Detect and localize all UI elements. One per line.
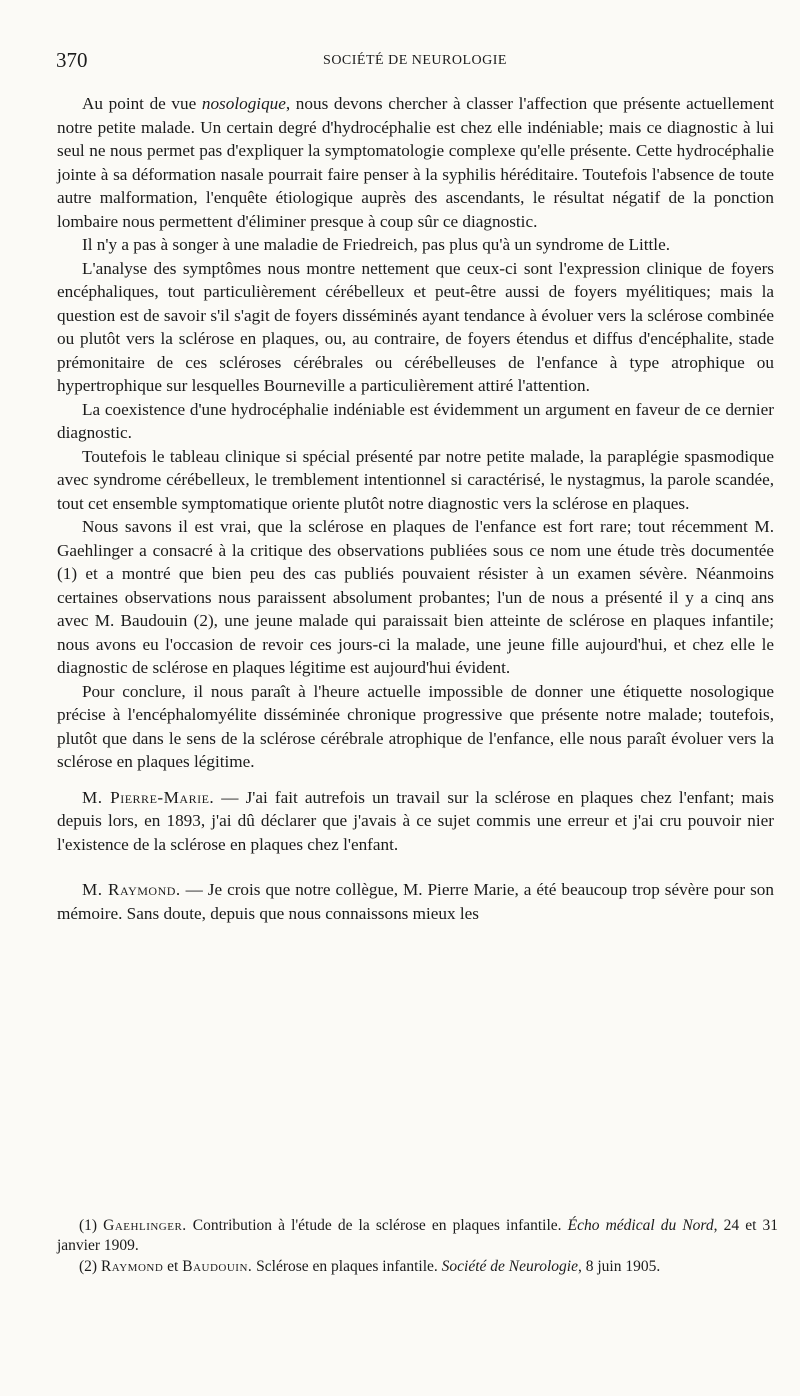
footnotes [57,1216,778,1279]
paragraph-2: Il n'y a pas à songer à une maladie de Friedreich, pas plus qu'à un syndrome de Little. [82,235,671,254]
speaker-name: M. Raymond. [82,880,181,899]
running-head: SOCIÉTÉ DE NEUROLOGIE [323,53,507,68]
footnote-1: (1) Gaehlinger. Contribution à l'étude de la sclérose en plaques infantile. Écho médical du Nord, 24 et 31 janvier 1909. [57,1217,778,1254]
page-header [56,48,774,72]
paragraph-7: Pour conclure, il nous paraît à l'heure actuelle impossible de donner une étiquette nosologique précise à l'encéphalomyélite disséminée chronique progressive que présente notre malade; toutefois, plutôt que dans le sens de la sclérose cérébrale atrophique de l'enfance, elle nous paraît évoluer vers la sclérose en plaques légitime. [57,681,774,771]
paragraph-5: Toutefois le tableau clinique si spécial présenté par notre petite malade, la paraplégie spasmodique avec syndrome cérébelleux, le tremblement intentionnel si caractérisé, le nystagmus, la parole scandée, tout cet ensemble symptomatique oriente plutôt notre diagnostic vers la sclérose en plaques. [57,446,774,513]
paragraph-1: Au point de vue nosologique, nous devons chercher à classer l'affection que présente actuellement notre petite malade. Un certain degré d'hydrocéphalie est chez elle indéniable; mais ce diagnostic à lui seul ne nous permet pas d'expliquer la symptomatologie complexe qu'elle présente. Cette hydrocéphalie jointe à sa déformation nasale pourrait faire penser à la syphilis héréditaire. Toutefois l'absence de toute autre malformation, l'enquête étiologique auprès des ascendants, le résultat négatif de la ponction lombaire nous permettent d'éliminer presque à coup sûr ce diagnostic. [57,94,774,231]
paragraph-4: La coexistence d'une hydrocéphalie indéniable est évidemment un argument en faveur de ce dernier diagnostic. [57,399,774,442]
emphasis-nosologique: nosologique [201,94,286,113]
body-text [57,92,774,925]
speaker-name: M. Pierre-Marie. [82,787,215,807]
paragraph-3: L'analyse des symptômes nous montre nettement que ceux-ci sont l'expression clinique de foyers encéphaliques, tout particulièrement cérébelleux et peut-être aussi de foyers myélitiques; mais la question est de savoir s'il s'agit de foyers disséminés ayant tendance à évoluer vers la sclérose combinée ou plutôt vers la sclérose en plaques, ou, au contraire, de foyers étendus et diffus d'encéphalite, stade prémonitaire de ces scléroses cérébrales ou cérébelleuses de l'enfance à type atrophique ou hypertrophique sur lesquelles Bourneville a particulièrement attiré l'attention. [57,258,774,395]
page-number: 370 [56,48,88,72]
paragraph-pierre-marie: M. Pierre-Marie. — J'ai fait autrefois un travail sur la sclérose en plaques chez l'enfant; mais depuis lors, en 1893, j'ai dû déclarer que j'avais à ce sujet commis une erreur et j'ai cru pouvoir nier l'existence de la sclérose en plaques chez l'enfant. [57,787,774,854]
footnote-2: (2) Raymond et Baudouin. Sclérose en plaques infantile. Société de Neurologie, 8 juin 1905. [79,1258,661,1275]
paragraph-raymond: M. Raymond. — Je crois que notre collègue, M. Pierre Marie, a été beaucoup trop sévère pour son mémoire. Sans doute, depuis que nous connaissons mieux les [57,880,774,923]
paragraph-6: Nous savons il est vrai, que la sclérose en plaques de l'enfance est fort rare; tout récemment M. Gaehlinger a consacré à la critique des observations publiées sous ce nom une étude très documentée (1) et a montré que bien peu des cas publiés pouvaient résister à un examen sévère. Néanmoins certaines observations nous paraissent absolument probantes; l'un de nous a présenté il y a cinq ans avec M. Baudouin (2), une jeune malade qui paraissait bien atteinte de sclérose en plaques infantile; nous avons eu l'occasion de revoir ces jours-ci la malade, une jeune fille aujourd'hui, et chez elle le diagnostic de sclérose en plaques légitime est aujourd'hui évident. [57,517,774,677]
